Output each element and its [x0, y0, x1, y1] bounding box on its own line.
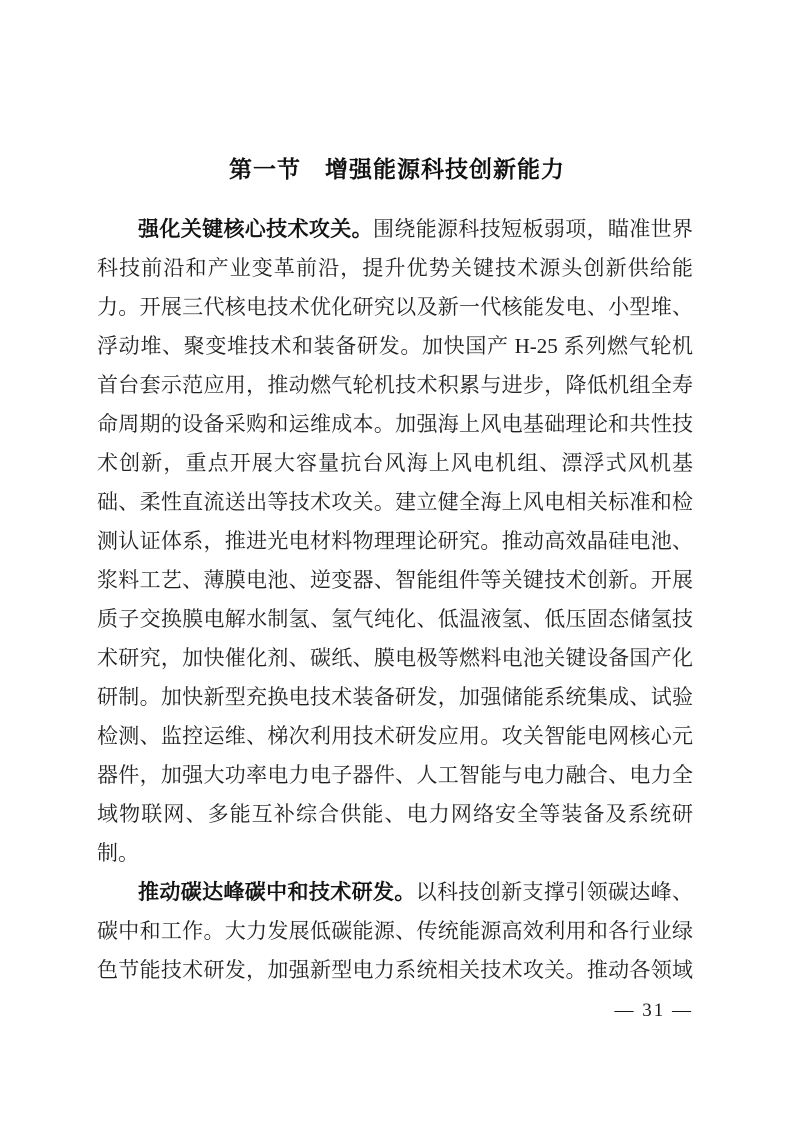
paragraph-line	[97, 639, 693, 678]
paragraph-line	[97, 249, 693, 288]
line-text: 以科技创新支撑引领碳达峰、	[415, 880, 694, 904]
paragraph-line	[97, 327, 693, 366]
line-text: 检测、监控运维、梯次利用技术研发应用。攻关智能电网核心元	[97, 724, 693, 748]
line-text: 器件，加强大功率电力电子器件、人工智能与电力融合、电力全	[97, 763, 693, 787]
paragraph-line	[97, 951, 693, 990]
paragraph-line	[97, 834, 693, 873]
paragraph-line	[97, 366, 693, 405]
line-text: 力。开展三代核电技术优化研究以及新一代核能发电、小型堆、	[97, 295, 693, 319]
line-text: 研制。加快新型充换电技术装备研发，加强储能系统集成、试验	[97, 685, 693, 709]
section-title: 第一节 增强能源科技创新能力	[229, 156, 565, 182]
paragraph-line	[97, 717, 693, 756]
line-text: 域物联网、多能互补综合供能、电力网络安全等装备及系统研	[97, 802, 693, 826]
page-number: — 31 —	[614, 1000, 693, 1021]
line-text: 测认证体系，推进光电材料物理理论研究。推动高效晶硅电池、	[97, 529, 693, 553]
paragraph-line	[97, 405, 693, 444]
paragraph-line	[97, 600, 693, 639]
line-text: 碳中和工作。大力发展低碳能源、传统能源高效利用和各行业绿	[97, 919, 693, 943]
paragraph-line	[97, 210, 693, 249]
paragraph-line	[97, 522, 693, 561]
footer	[0, 1000, 693, 1022]
line-text: 围绕能源科技短板弱项，瞄准世界	[372, 217, 694, 241]
line-text: 浆料工艺、薄膜电池、逆变器、智能组件等关键技术创新。开展	[97, 568, 693, 592]
paragraph-line	[97, 483, 693, 522]
paragraph-line	[97, 756, 693, 795]
lead-phrase: 强化关键核心技术攻关。	[138, 217, 373, 241]
line-text: 础、柔性直流送出等技术攻关。建立健全海上风电相关标准和检	[97, 490, 693, 514]
paragraph-line	[97, 873, 693, 912]
paragraph-line	[97, 795, 693, 834]
line-text: 首台套示范应用，推动燃气轮机技术积累与进步，降低机组全寿	[97, 373, 693, 397]
paragraph-line	[97, 912, 693, 951]
line-text: 制。	[97, 841, 139, 865]
line-text: 浮动堆、聚变堆技术和装备研发。加快国产 H-25 系列燃气轮机	[97, 334, 693, 358]
line-text: 质子交换膜电解水制氢、氢气纯化、低温液氢、低压固态储氢技	[97, 607, 693, 631]
line-text: 术创新，重点开展大容量抗台风海上风电机组、漂浮式风机基	[97, 451, 693, 475]
line-text: 命周期的设备采购和运维成本。加强海上风电基础理论和共性技	[97, 412, 693, 436]
paragraph-line	[97, 561, 693, 600]
line-text: 术研究，加快催化剂、碳纸、膜电极等燃料电池关键设备国产化	[97, 646, 693, 670]
line-text: 色节能技术研发，加强新型电力系统相关技术攻关。推动各领域	[97, 958, 693, 982]
body-text	[97, 210, 693, 990]
paragraph-line	[97, 288, 693, 327]
lead-phrase: 推动碳达峰碳中和技术研发。	[138, 880, 416, 904]
paragraph-line	[97, 444, 693, 483]
line-text: 科技前沿和产业变革前沿，提升优势关键技术源头创新供给能	[97, 256, 693, 280]
paragraph-line	[97, 678, 693, 717]
